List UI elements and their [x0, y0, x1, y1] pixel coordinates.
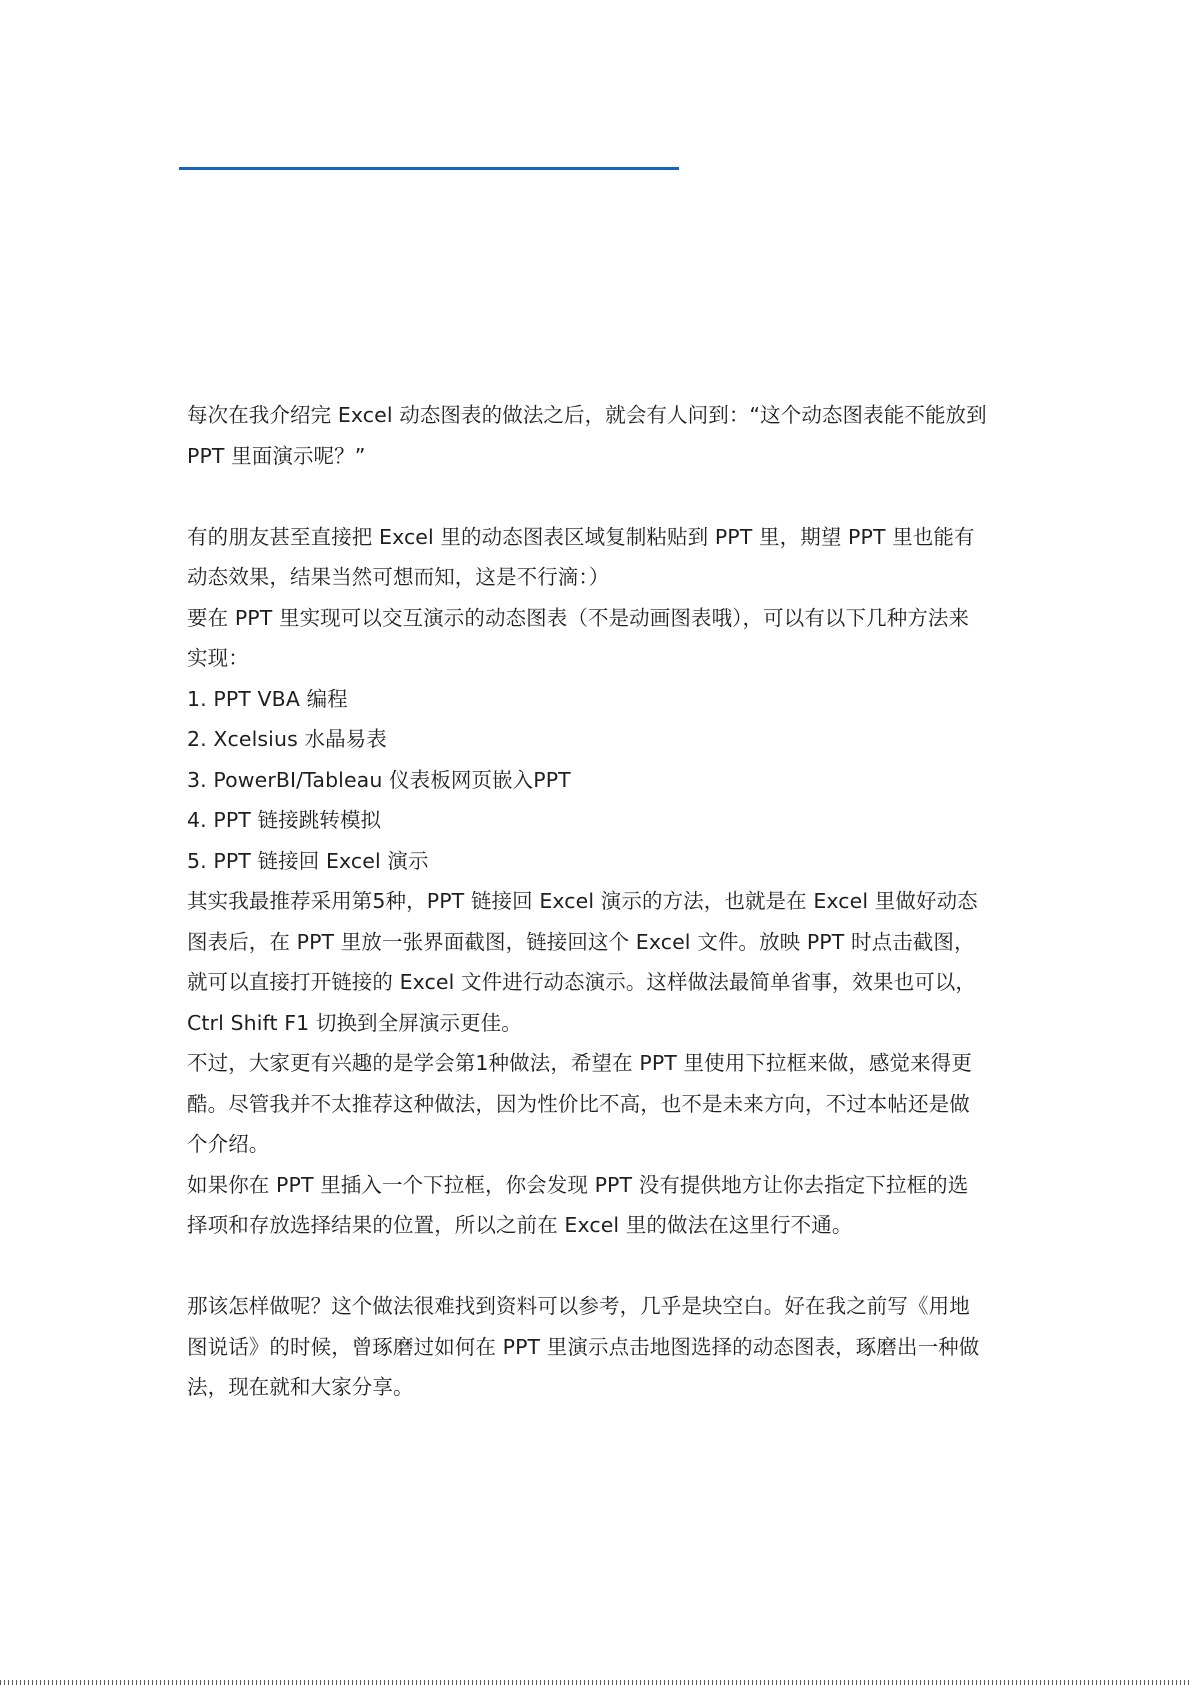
text-line: 就可以直接打开链接的 Excel 文件进行动态演示。这样做法最简单省事，效果也可以，: [187, 970, 977, 994]
methods-list: [187, 679, 997, 882]
text-line: 实现：: [187, 646, 249, 670]
text-line: 图说话》的时候，曾琢磨过如何在 PPT 里演示点击地图选择的动态图表，琢磨出一种做: [187, 1334, 980, 1359]
text-line: 个介绍。: [187, 1132, 270, 1156]
text-line: 酷。尽管我并不太推荐这种做法，因为性价比不高，也不是未来方向，不过本帖还是做: [187, 1091, 970, 1116]
recommendation-paragraph: [187, 881, 997, 1043]
page-bottom-border: [0, 1680, 1191, 1685]
paragraph-spacer: [187, 476, 997, 517]
list-item: 2. Xcelsius 水晶易表: [187, 727, 387, 751]
text-line: 要在 PPT 里实现可以交互演示的动态图表（不是动画图表哦），可以有以下几种方法来: [187, 605, 970, 630]
text-line: Ctrl Shift F1 切换到全屏演示更佳。: [187, 1010, 522, 1035]
paragraph-spacer: [187, 1246, 997, 1287]
methods-intro-paragraph: [187, 598, 997, 679]
text-line: 图表后，在 PPT 里放一张界面截图，链接回这个 Excel 文件。放映 PPT 时点击截图，: [187, 929, 975, 954]
copy-paste-paragraph: [187, 517, 997, 598]
dropdown-problem-paragraph: [187, 1165, 997, 1246]
text-line: 择项和存放选择结果的位置，所以之前在 Excel 里的做法在这里行不通。: [187, 1213, 853, 1237]
header-link-underline: [179, 167, 679, 170]
text-line: PPT 里面演示呢？”: [187, 443, 366, 468]
text-line: 法，现在就和大家分享。: [187, 1375, 414, 1399]
list-item: 4. PPT 链接跳转模拟: [187, 808, 382, 832]
intro-paragraph: [187, 395, 997, 476]
list-item: 5. PPT 链接回 Excel 演示: [187, 848, 429, 873]
text-line: 有的朋友甚至直接把 Excel 里的动态图表区域复制粘贴到 PPT 里，期望 PPT 里也能有: [187, 524, 975, 549]
text-line: 动态效果，结果当然可想而知，这是不行滴：）: [187, 565, 610, 589]
text-line: 每次在我介绍完 Excel 动态图表的做法之后，就会有人问到：“这个动态图表能不能放到: [187, 403, 987, 427]
list-item: 3. PowerBI/Tableau 仪表板网页嵌入PPT: [187, 767, 571, 792]
article-body: [187, 395, 997, 1408]
text-line: 那该怎样做呢？这个做法很难找到资料可以参考，几乎是块空白。好在我之前写《用地: [187, 1294, 970, 1318]
text-line: 如果你在 PPT 里插入一个下拉框，你会发现 PPT 没有提供地方让你去指定下拉框的选: [187, 1172, 969, 1197]
text-line: 其实我最推荐采用第5种，PPT 链接回 Excel 演示的方法，也就是在 Excel 里做好动态: [187, 889, 978, 913]
dropdown-interest-paragraph: [187, 1043, 997, 1165]
solution-intro-paragraph: [187, 1286, 997, 1408]
list-item: 1. PPT VBA 编程: [187, 686, 348, 711]
text-line: 不过，大家更有兴趣的是学会第1种做法，希望在 PPT 里使用下拉框来做，感觉来得更: [187, 1051, 972, 1075]
